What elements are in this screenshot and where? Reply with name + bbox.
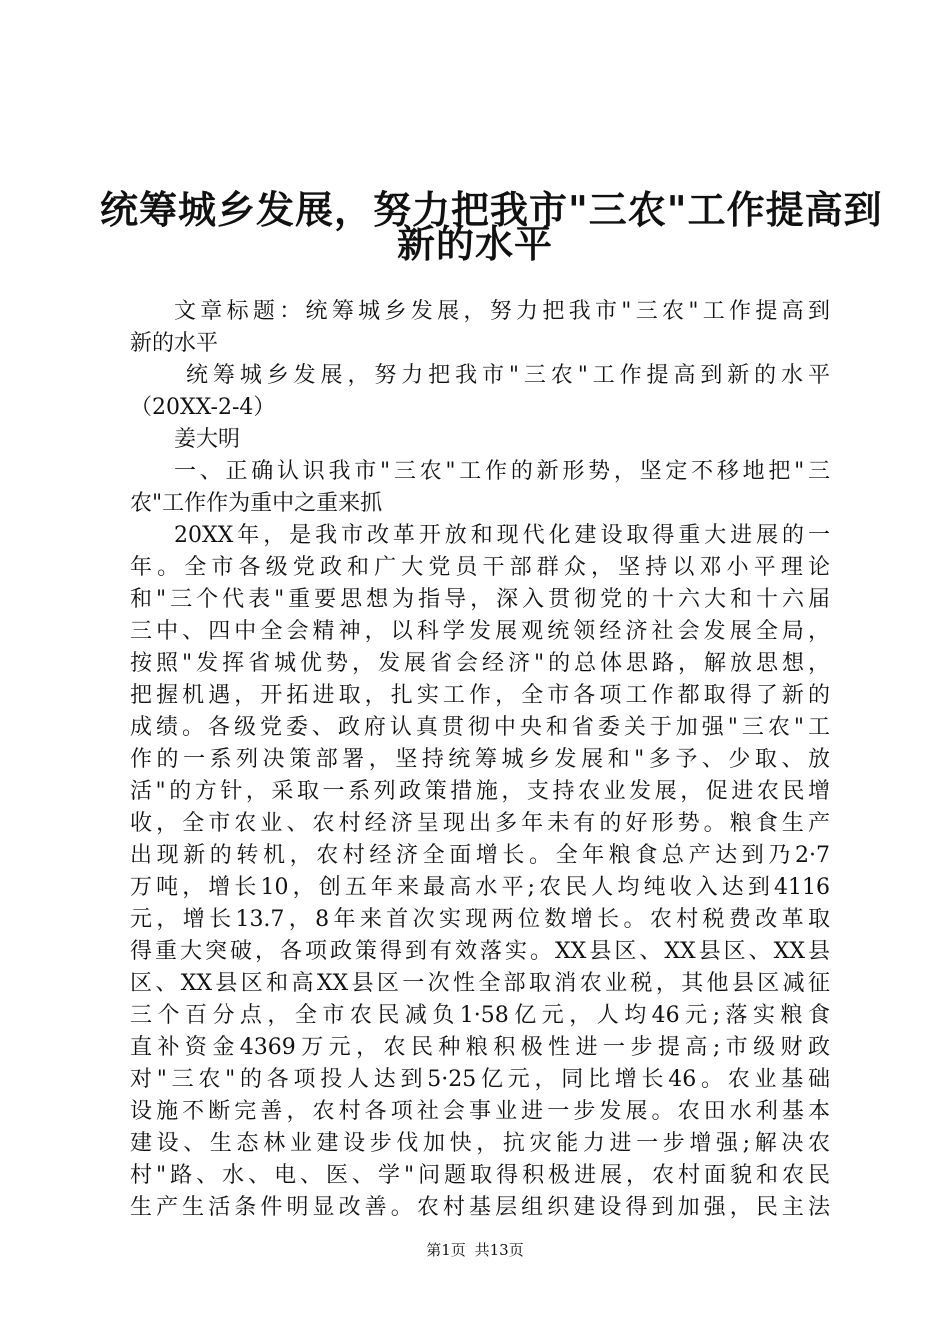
body-line: 生产生活条件明显改善。农村基层组织建设得到加强，民主法 bbox=[130, 1195, 830, 1220]
document-title-line-2: 新的水平 bbox=[396, 222, 553, 266]
document-body bbox=[130, 296, 830, 1224]
body-line: 年。全市各级党政和广大党员干部群众，坚持以邓小平理论 bbox=[130, 555, 830, 580]
body-line: 设施不断完善，农村各项社会事业进一步发展。农田水利基本 bbox=[130, 1099, 830, 1124]
page-footer bbox=[0, 1240, 950, 1260]
body-line: 村"路、水、电、医、学"问题取得积极进展，农村面貌和农民 bbox=[130, 1163, 830, 1188]
body-line: 20XX年，是我市改革开放和现代化建设取得重大进展的一 bbox=[174, 523, 830, 548]
body-line: 文章标题：统筹城乡发展，努力把我市"三农"工作提高到 bbox=[174, 299, 830, 324]
body-line: 三中、四中全会精神，以科学发展观统领经济社会发展全局， bbox=[130, 619, 830, 644]
body-line: 农"工作作为重中之重来抓 bbox=[130, 491, 383, 516]
body-line: 新的水平 bbox=[130, 331, 219, 356]
body-line: 万吨，增长10，创五年来最高水平;农民人均纯收入达到4116 bbox=[130, 875, 830, 900]
body-line: 成绩。各级党委、政府认真贯彻中央和省委关于加强"三农"工 bbox=[130, 715, 830, 740]
body-line: 出现新的转机，农村经济全面增长。全年粮食总产达到乃2·7 bbox=[130, 843, 830, 868]
body-line: 直补资金4369万元，农民种粮积极性进一步提高;市级财政 bbox=[130, 1035, 830, 1060]
body-line: 把握机遇，开拓进取，扎实工作，全市各项工作都取得了新的 bbox=[130, 683, 830, 708]
page-total: 共13页 bbox=[474, 1241, 524, 1259]
body-line: 建设、生态林业建设步伐加快，抗灾能力进一步增强;解决农 bbox=[130, 1131, 830, 1156]
body-line: 区、XX县区和高XX县区一次性全部取消农业税，其他县区减征 bbox=[130, 971, 830, 996]
body-line: 三个百分点，全市农民减负1·58亿元，人均46元;落实粮食 bbox=[130, 1003, 830, 1028]
body-line: 活"的方针，采取一系列政策措施，支持农业发展，促进农民增 bbox=[130, 779, 830, 804]
page-number: 第1页 bbox=[426, 1241, 466, 1259]
body-line: 得重大突破，各项政策得到有效落实。XX县区、XX县区、XX县 bbox=[130, 939, 830, 964]
body-line: （20XX-2-4） bbox=[130, 395, 276, 420]
body-line: 按照"发挥省城优势，发展省会经济"的总体思路，解放思想， bbox=[130, 651, 830, 676]
body-line: 统筹城乡发展，努力把我市"三农"工作提高到新的水平 bbox=[186, 363, 830, 388]
body-line: 姜大明 bbox=[174, 427, 241, 452]
body-line: 收，全市农业、农村经济呈现出多年未有的好形势。粮食生产 bbox=[130, 811, 830, 836]
body-line: 对"三农"的各项投人达到5·25亿元，同比增长46。农业基础 bbox=[130, 1067, 830, 1092]
document-title-line-1: 统筹城乡发展，努力把我市"三农"工作提高到 bbox=[100, 188, 883, 232]
body-line: 和"三个代表"重要思想为指导，深入贯彻党的十六大和十六届 bbox=[130, 587, 830, 612]
body-line: 一、正确认识我市"三农"工作的新形势，坚定不移地把"三 bbox=[174, 459, 830, 484]
body-line: 元，增长13.7，8年来首次实现两位数增长。农村税费改革取 bbox=[130, 907, 830, 932]
body-line: 作的一系列决策部署，坚持统筹城乡发展和"多予、少取、放 bbox=[130, 747, 830, 772]
